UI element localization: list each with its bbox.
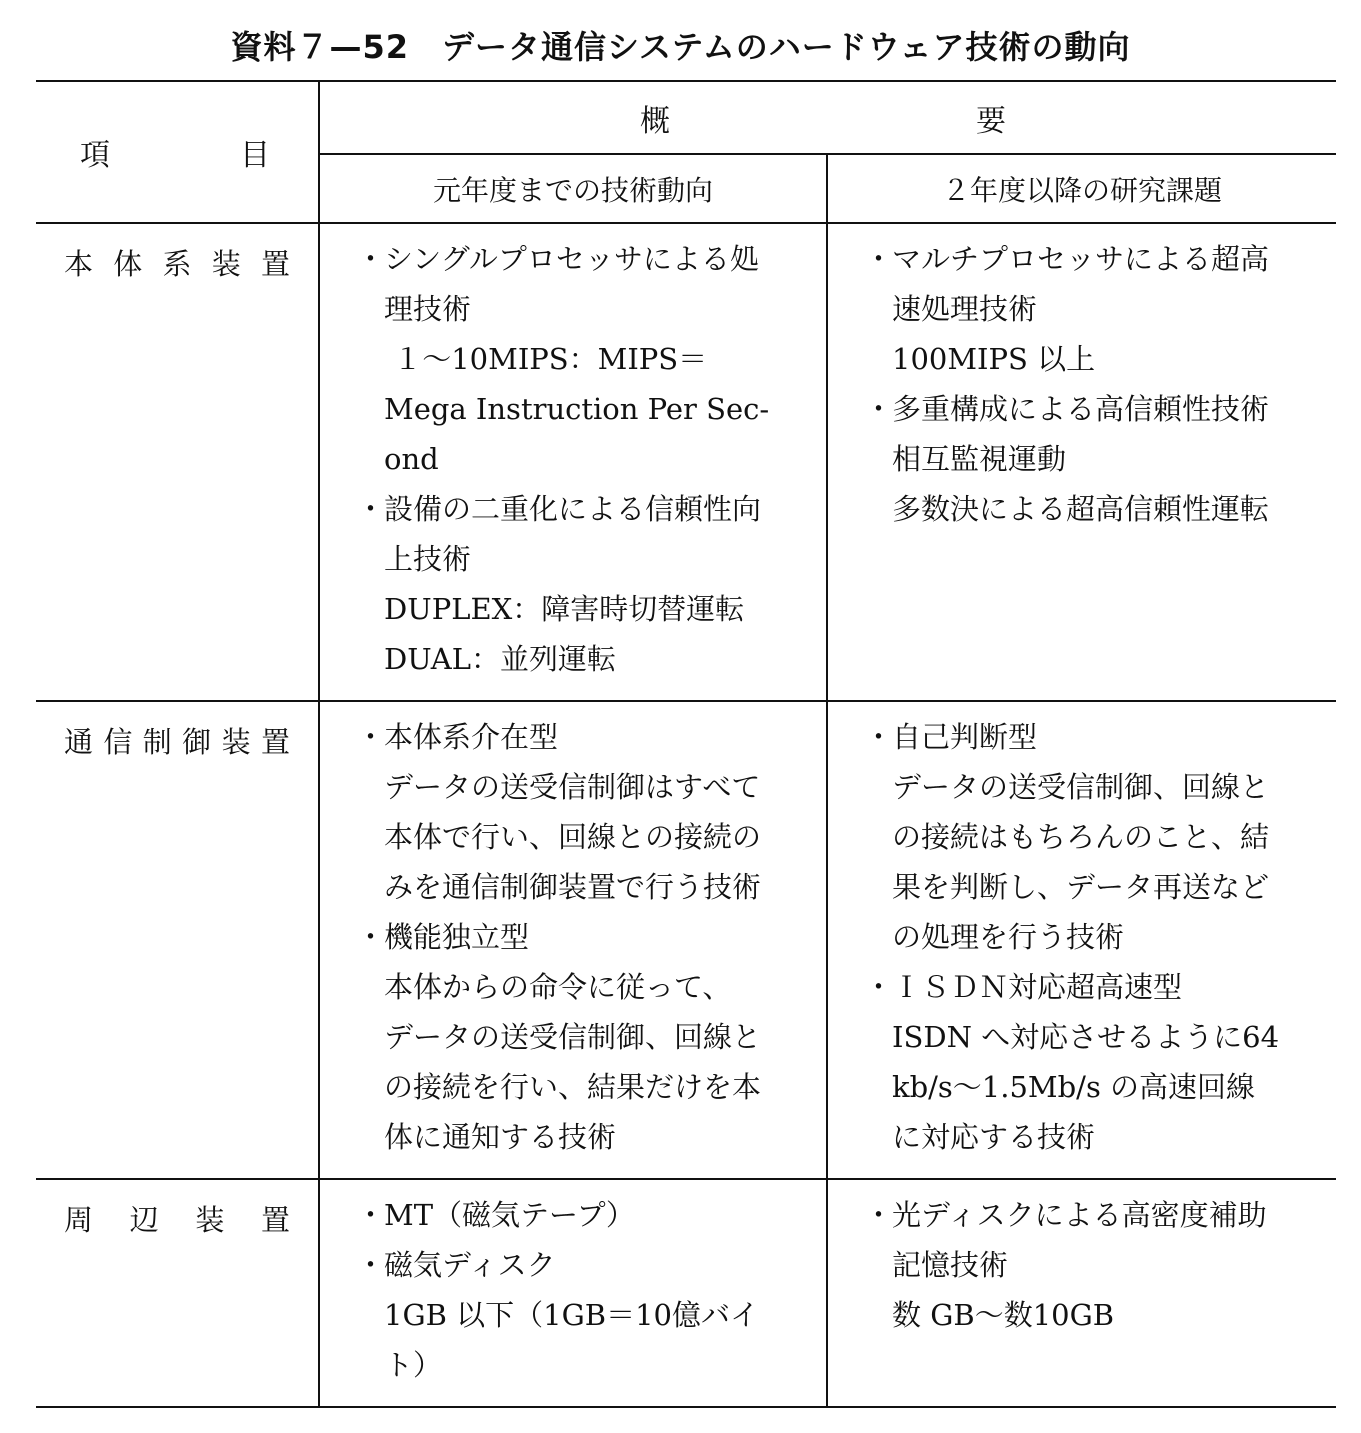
bullet-entry <box>864 712 1308 962</box>
bullet-dot-icon: ・ <box>356 720 386 754</box>
bullet-dot-icon: ・ <box>864 720 894 754</box>
bullet-dot-icon: ・ <box>356 242 386 276</box>
item-label-char: 置 <box>260 725 290 759</box>
table-row <box>36 701 1336 1179</box>
header-row <box>36 81 1336 154</box>
item-header-char: 目 <box>240 138 270 173</box>
bullet-entry <box>356 912 798 1162</box>
entry-line: ond <box>384 442 439 476</box>
bullet-dot-icon: ・ <box>864 242 894 276</box>
entry-heading: 多重構成による高信頼性技術 <box>892 392 1270 426</box>
entry-line: 数 GB～数10GB <box>892 1298 1115 1332</box>
item-label-char: 周 <box>64 1203 94 1237</box>
entry-heading: 自己判断型 <box>892 720 1038 754</box>
overview-header-char: 概 <box>640 103 670 139</box>
entry-line: データの送受信制御、回線と <box>384 1020 762 1054</box>
entry-heading: マルチプロセッサによる超高 <box>892 242 1270 276</box>
item-column-header <box>36 81 319 223</box>
entry-line: データの送受信制御はすべて <box>384 770 761 804</box>
page-title: 資料７—52 データ通信システムのハードウェア技術の動向 <box>230 28 1131 66</box>
entry-line: 上技術 <box>384 542 472 576</box>
previous-trend-header: 元年度までの技術動向 <box>319 154 827 223</box>
item-cell <box>36 223 319 701</box>
item-label-char: 通 <box>64 725 94 759</box>
entry-line: 100MIPS 以上 <box>892 342 1096 376</box>
entry-line: 1GB 以下（1GB＝10億バイ <box>384 1298 759 1332</box>
entry-heading: 設備の二重化による信頼性向 <box>384 492 762 526</box>
entry-line: DUAL：並列運転 <box>384 642 617 676</box>
entry-line: 記憶技術 <box>892 1248 1009 1282</box>
bullet-dot-icon: ・ <box>356 1248 386 1282</box>
bullet-entry <box>356 712 798 912</box>
entry-line: 多数決による超高信頼性運転 <box>892 492 1270 526</box>
bullet-entry <box>356 1240 798 1390</box>
item-label-char: 信 <box>103 725 133 759</box>
bullet-dot-icon: ・ <box>864 1198 894 1232</box>
item-label-char: 制 <box>142 725 172 759</box>
entry-heading: MT（磁気テープ） <box>384 1198 635 1232</box>
entry-line: に対応する技術 <box>892 1120 1096 1154</box>
entry-line: ISDN へ対応させるように64 <box>892 1020 1280 1054</box>
entry-heading: 光ディスクによる高密度補助 <box>892 1198 1267 1232</box>
table-row <box>36 223 1336 701</box>
technology-trend-table <box>36 80 1336 1408</box>
item-label-char: 本 <box>64 247 94 281</box>
bullet-entry <box>864 962 1308 1162</box>
previous-trend-cell <box>319 1179 827 1407</box>
entry-heading: ＩＳＤＮ対応超高速型 <box>892 970 1183 1004</box>
item-label-char: 置 <box>260 1203 290 1237</box>
item-cell <box>36 701 319 1179</box>
bullet-dot-icon: ・ <box>356 1198 386 1232</box>
item-label-char: 系 <box>162 247 192 281</box>
bullet-entry <box>356 1190 798 1240</box>
item-cell <box>36 1179 319 1407</box>
item-label-char: 置 <box>260 247 290 281</box>
future-topics-cell <box>827 701 1336 1179</box>
entry-line: データの送受信制御、回線と <box>892 770 1270 804</box>
item-header-char: 項 <box>80 138 110 173</box>
bullet-dot-icon: ・ <box>356 920 386 954</box>
entry-line: ト） <box>384 1348 443 1382</box>
bullet-entry <box>864 1190 1308 1340</box>
entry-line: 速処理技術 <box>892 292 1038 326</box>
previous-trend-cell <box>319 223 827 701</box>
entry-line: の処理を行う技術 <box>892 920 1125 954</box>
entry-line: の接続を行い、結果だけを本 <box>384 1070 762 1104</box>
bullet-dot-icon: ・ <box>864 970 894 1004</box>
overview-header-char: 要 <box>976 103 1006 139</box>
future-topics-cell <box>827 223 1336 701</box>
entry-heading: 機能独立型 <box>384 920 530 954</box>
bullet-dot-icon: ・ <box>864 392 894 426</box>
bullet-dot-icon: ・ <box>356 492 386 526</box>
future-topics-header: ２年度以降の研究課題 <box>827 154 1336 223</box>
entry-heading: 本体系介在型 <box>384 720 559 754</box>
entry-line: 本体からの命令に従って、 <box>384 970 732 1004</box>
entry-line: 果を判断し、データ再送など <box>892 870 1270 904</box>
entry-line: 本体で行い、回線との接続の <box>384 820 762 854</box>
item-label-char: 辺 <box>129 1203 159 1237</box>
overview-header <box>319 81 1336 154</box>
item-label-char: 装 <box>195 1203 225 1237</box>
entry-heading: 磁気ディスク <box>384 1248 556 1282</box>
item-label-char: 装 <box>221 725 251 759</box>
entry-line: の接続はもちろんのこと、結 <box>892 820 1270 854</box>
future-topics-cell <box>827 1179 1336 1407</box>
entry-line: kb/s～1.5Mb/s の高速回線 <box>892 1070 1256 1104</box>
bullet-entry <box>356 234 798 484</box>
entry-line: Mega Instruction Per Sec- <box>384 392 770 426</box>
bullet-entry <box>356 484 798 684</box>
bullet-entry <box>864 234 1308 384</box>
entry-line: みを通信制御装置で行う技術 <box>384 870 762 904</box>
entry-heading: シングルプロセッサによる処 <box>384 242 759 276</box>
bullet-entry <box>864 384 1308 534</box>
item-label-char: 御 <box>182 725 212 759</box>
entry-line: 体に通知する技術 <box>384 1120 617 1154</box>
item-label-char: 装 <box>211 247 241 281</box>
item-label-char: 体 <box>113 247 143 281</box>
entry-line: 相互監視運動 <box>892 442 1067 476</box>
table-row <box>36 1179 1336 1407</box>
entry-line: 理技術 <box>384 292 472 326</box>
entry-line: １～10MIPS：MIPS＝ <box>384 342 708 376</box>
previous-trend-cell <box>319 701 827 1179</box>
entry-line: DUPLEX：障害時切替運転 <box>384 592 745 626</box>
